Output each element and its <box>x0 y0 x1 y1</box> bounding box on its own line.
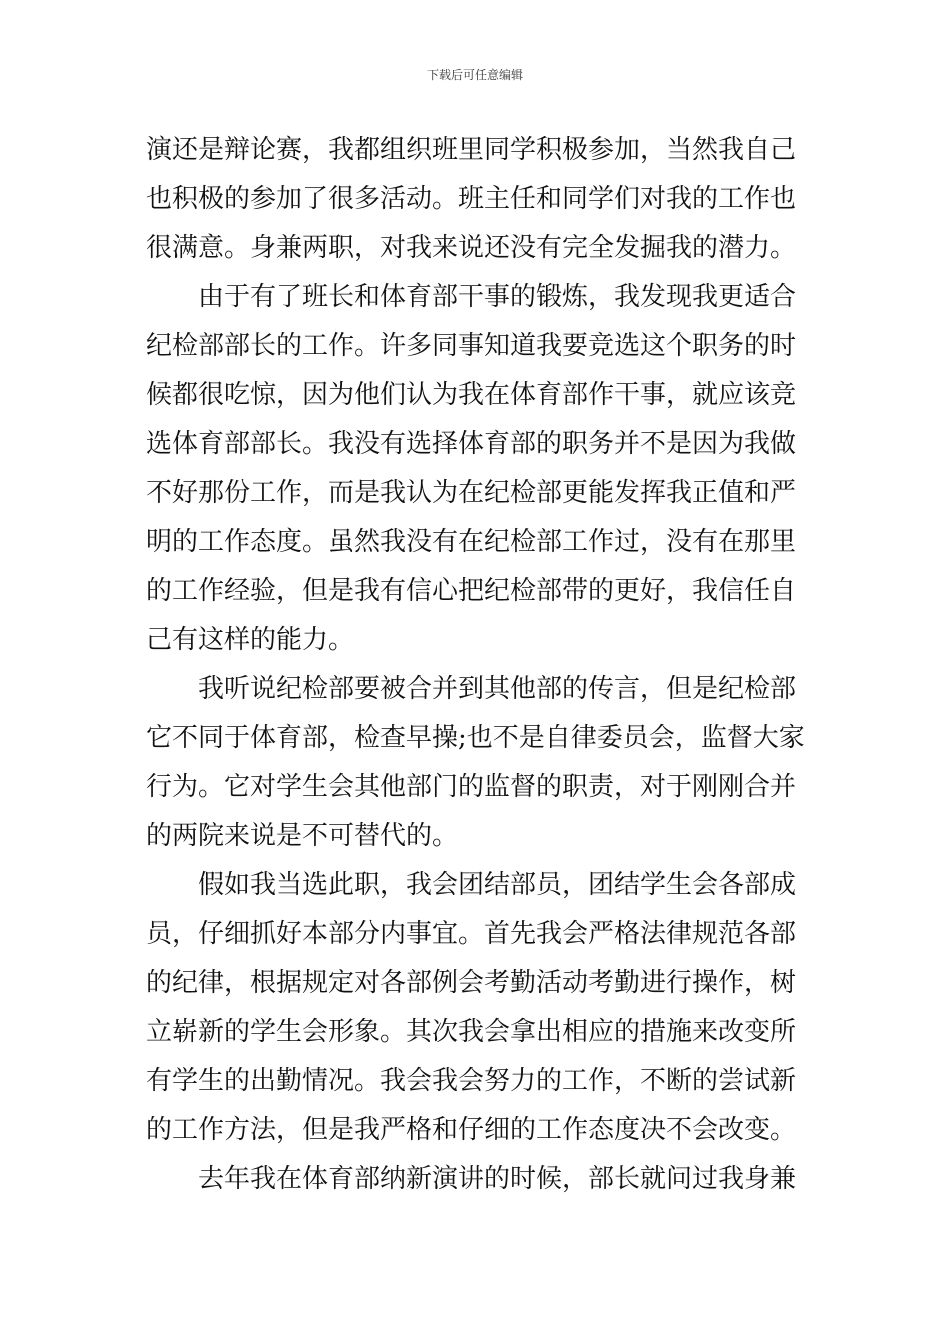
text-line: 行为。它对学生会其他部门的监督的职责，对于刚刚合并 <box>146 772 797 802</box>
text-line: 选体育部部长。我没有选择体育部的职务并不是因为我做 <box>146 429 797 459</box>
text-line: 的两院来说是不可替代的。 <box>146 821 459 851</box>
text-line: 明的工作态度。虽然我没有在纪检部工作过，没有在那里 <box>146 527 797 557</box>
text-line: 的纪律，根据规定对各部例会考勤活动考勤进行操作，树 <box>146 968 797 998</box>
text-line: 不好那份工作，而是我认为在纪检部更能发挥我正值和严 <box>146 478 797 508</box>
paragraph-start-line: 假如我当选此职，我会团结部员，团结学生会各部成 <box>198 870 797 900</box>
document-body <box>146 126 806 1204</box>
text-line: 有学生的出勤情况。我会我会努力的工作，不断的尝试新 <box>146 1066 797 1096</box>
paragraph-start-line: 我听说纪检部要被合并到其他部的传言，但是纪检部 <box>198 674 797 704</box>
text-line: 候都很吃惊，因为他们认为我在体育部作干事，就应该竞 <box>146 380 797 410</box>
text-line: 它不同于体育部，检查早操;也不是自律委员会，监督大家 <box>146 723 805 753</box>
paragraph-start-line: 由于有了班长和体育部干事的锻炼，我发现我更适合 <box>198 282 797 312</box>
text-line: 很满意。身兼两职，对我来说还没有完全发掘我的潜力。 <box>146 233 797 263</box>
text-line: 的工作经验，但是我有信心把纪检部带的更好，我信任自 <box>146 576 797 606</box>
paragraph-start-line: 去年我在体育部纳新演讲的时候，部长就问过我身兼 <box>198 1164 797 1194</box>
text-line: 立崭新的学生会形象。其次我会拿出相应的措施来改变所 <box>146 1017 797 1047</box>
text-line: 也积极的参加了很多活动。班主任和同学们对我的工作也 <box>146 184 797 214</box>
header-note: 下载后可任意编辑 <box>426 68 523 82</box>
text-line: 的工作方法，但是我严格和仔细的工作态度决不会改变。 <box>146 1115 797 1145</box>
text-line: 纪检部部长的工作。许多同事知道我要竞选这个职务的时 <box>146 331 797 361</box>
text-line: 己有这样的能力。 <box>146 625 355 655</box>
text-line: 员，仔细抓好本部分内事宜。首先我会严格法律规范各部 <box>146 919 797 949</box>
text-line: 演还是辩论赛，我都组织班里同学积极参加，当然我自己 <box>146 135 797 165</box>
